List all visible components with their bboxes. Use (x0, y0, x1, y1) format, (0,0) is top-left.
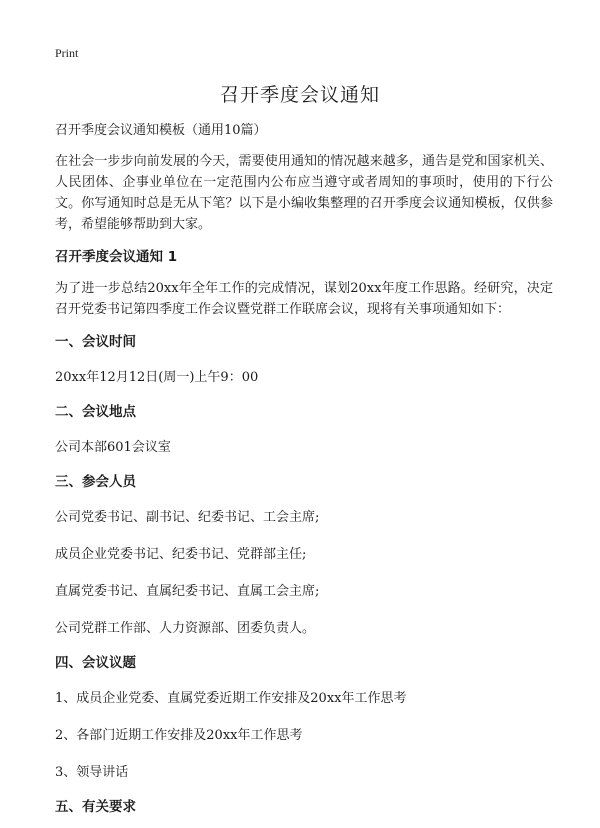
document-body (55, 120, 553, 818)
place-heading: 二、会议地点 (55, 404, 136, 420)
time-heading: 一、会议时间 (55, 334, 136, 350)
section-heading: 召开季度会议通知 1 (55, 249, 178, 265)
intro-paragraph: 在社会一步步向前发展的今天，需要使用通知的情况越来越多，通告是党和国家机关、人民团体、企事业单位在一定范围内公布应当遵守或者周知的事项时，使用的下行公文。你写通知时总是无从下笔？以下是小编收集整理的召开季度会议通知模板，仅供参考，希望能够帮助到大家。 (55, 154, 553, 232)
attendee-item: 直属党委书记、直属纪委书记、直属工会主席; (55, 584, 320, 599)
attendee-item: 公司党委书记、副书记、纪委书记、工会主席; (55, 510, 320, 525)
topic-item: 2、各部门近期工作安排及20xx年工作思考 (55, 728, 303, 743)
document-subtitle: 召开季度会议通知模板（通用10篇） (55, 123, 267, 138)
topic-item: 3、领导讲话 (55, 765, 129, 780)
requirements-heading: 五、有关要求 (55, 799, 136, 815)
attendee-item: 公司党群工作部、人力资源部、团委负责人。 (55, 621, 316, 636)
attendee-item: 成员企业党委书记、纪委书记、党群部主任; (55, 547, 307, 562)
attendees-heading: 三、参会人员 (55, 474, 136, 490)
time-value: 20xx年12月12日(周一)上午9：00 (55, 370, 259, 385)
topic-item: 1、成员企业党委、直属党委近期工作安排及20xx年工作思考 (55, 691, 407, 706)
topics-heading: 四、会议议题 (55, 655, 136, 671)
place-value: 公司本部601会议室 (55, 440, 171, 455)
page-title: 召开季度会议通知 (219, 84, 380, 106)
print-link[interactable]: Print (55, 46, 79, 60)
section-body: 为了进一步总结20xx年全年工作的完成情况，谋划20xx年度工作思路。经研究，决定召开党委书记第四季度工作会议暨党群工作联席会议，现将有关事项通知如下： (55, 281, 553, 317)
